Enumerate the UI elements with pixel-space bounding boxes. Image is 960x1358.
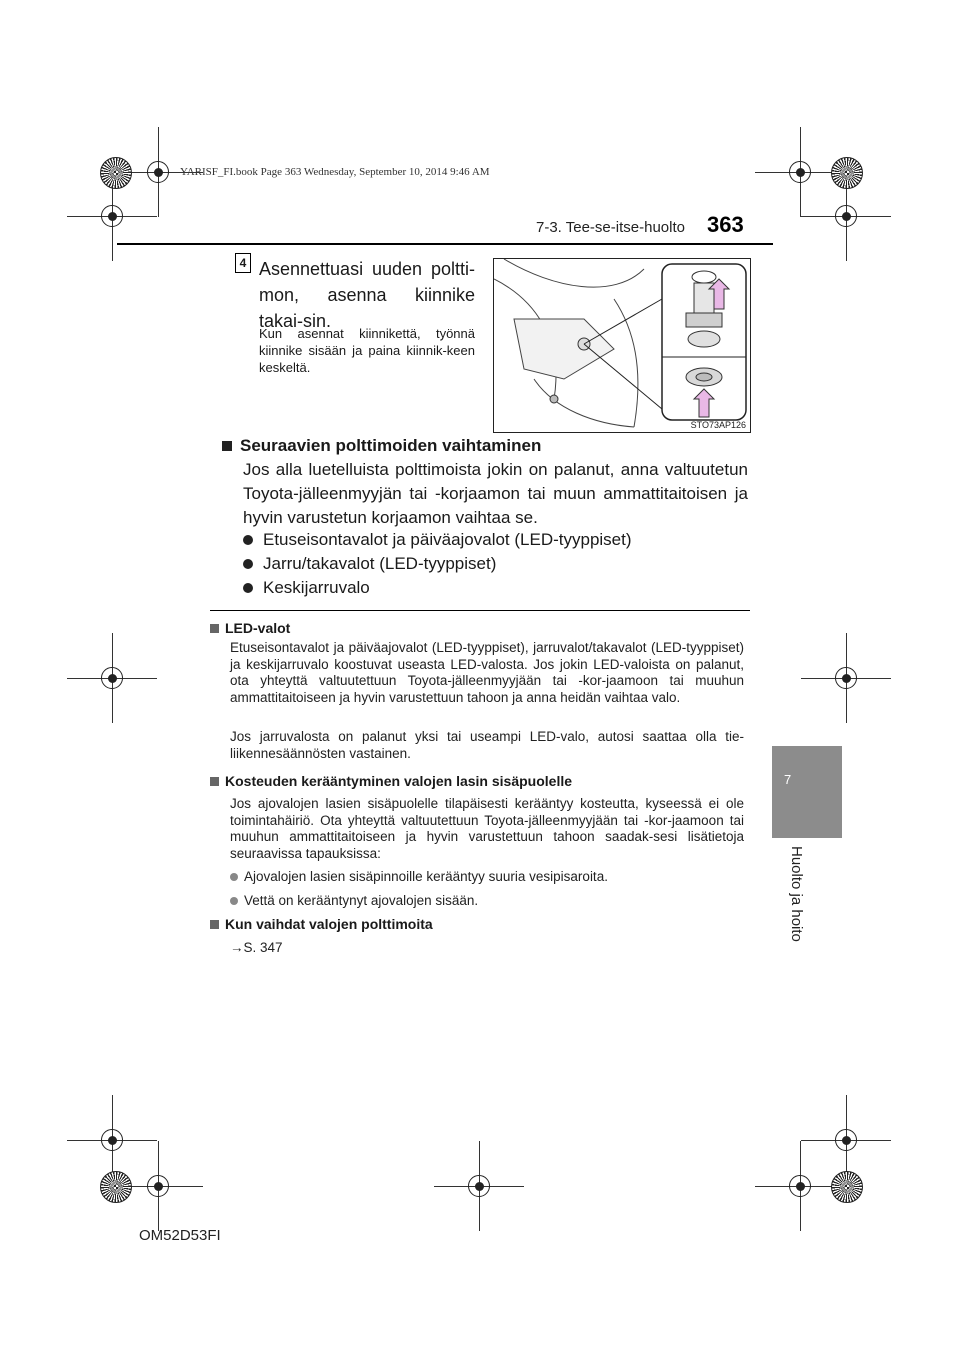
section-title: 7-3. Tee-se-itse-huolto	[536, 219, 685, 236]
round-bullet-icon	[230, 897, 238, 905]
book-info: YARISF_FI.book Page 363 Wednesday, September 10, 2014 9:46 AM	[180, 166, 490, 178]
chapter-number: 7	[784, 772, 792, 787]
headlight-socket-drawing	[494, 259, 750, 432]
round-bullet-icon	[243, 583, 253, 593]
color-target-icon	[100, 1171, 132, 1203]
note-heading-moisture: Kosteuden kerääntyminen valojen lasin sisäpuolelle	[210, 773, 572, 789]
color-target-icon	[831, 157, 863, 189]
square-bullet-icon	[210, 624, 219, 633]
bulb-socket-illustration	[493, 258, 751, 433]
section-heading-text: Seuraavien polttimoiden vaihtaminen	[240, 436, 542, 455]
note-paragraph: Jos jarruvalosta on palanut yksi tai useampi LED-valo, autosi saattaa olla tie-liikennesäännösten vastainen.	[230, 729, 744, 761]
square-bullet-icon	[210, 777, 219, 786]
figure-code: STO73AP126	[690, 420, 746, 430]
notes-divider	[210, 610, 750, 611]
list-item: Keskijarruvalo	[243, 578, 370, 598]
round-bullet-icon	[243, 535, 253, 545]
page-number: 363	[707, 212, 744, 237]
step-number: 4	[235, 253, 251, 273]
square-bullet-icon	[222, 441, 232, 451]
manual-code: OM52D53FI	[139, 1227, 221, 1244]
color-target-icon	[100, 157, 132, 189]
header-divider	[117, 243, 773, 245]
list-item: Etuseisontavalot ja päiväajovalot (LED-tyyppiset)	[243, 530, 632, 550]
section-heading	[222, 436, 541, 456]
round-bullet-icon	[243, 559, 253, 569]
note-heading-replace: Kun vaihdat valojen polttimoita	[210, 916, 433, 932]
chapter-title: Huolto ja hoito	[788, 846, 805, 942]
note-heading-led: LED-valot	[210, 620, 290, 636]
page-reference-link[interactable]: →S. 347	[230, 940, 283, 955]
chapter-tab	[772, 746, 842, 838]
list-item: Ajovalojen lasien sisäpinnoille kerääntyy suuria vesipisaroita.	[230, 869, 608, 884]
step-instruction: Asennettuasi uuden poltti-mon, asenna kiinnike takai-sin.	[259, 259, 475, 331]
step-note: Kun asennat kiinnikettä, työnnä kiinnike sisään ja paina kiinnik-keen keskeltä.	[259, 326, 475, 375]
color-target-icon	[831, 1171, 863, 1203]
square-bullet-icon	[210, 920, 219, 929]
section-body: Jos alla luetelluista polttimoista jokin on palanut, anna valtuutetun Toyota-jälleenmyyjän tai -korjaamon tai muun ammattitaitoisen ja hyvin varustetun korjaamon vaihtaa se.	[243, 460, 748, 527]
list-item: Vettä on kerääntynyt ajovalojen sisään.	[230, 893, 478, 908]
note-paragraph: Jos ajovalojen lasien sisäpuolelle tilapäisesti kerääntyy kosteutta, kyseessä ei ole toimintahäiriö. Ota yhteyttä valtuutettuun Toyota-jälleenmyyjään tai -kor-jaamoon tai muuhun ammattitaitoiseen ja hyvin varustettuun tahoon saadak-sesi lisätietoja seuraavissa tapauksissa:	[230, 796, 744, 861]
note-paragraph: Etuseisontavalot ja päiväajovalot (LED-tyyppiset), jarruvalot/takavalot (LED-tyyppiset) ja keskijarruvalo koostuvat useasta LED-valosta. Jos jokin LED-valoista on palanut, ota yhteyttä valtuutettuun Toyota-jälleenmyyjään tai -kor-jaamoon tai muuhun ammattitaitoiseen ja hyvin varustettuun tahoon ja anna heidän vaihtaa valo.	[230, 640, 744, 705]
round-bullet-icon	[230, 873, 238, 881]
list-item: Jarru/takavalot (LED-tyyppiset)	[243, 554, 496, 574]
